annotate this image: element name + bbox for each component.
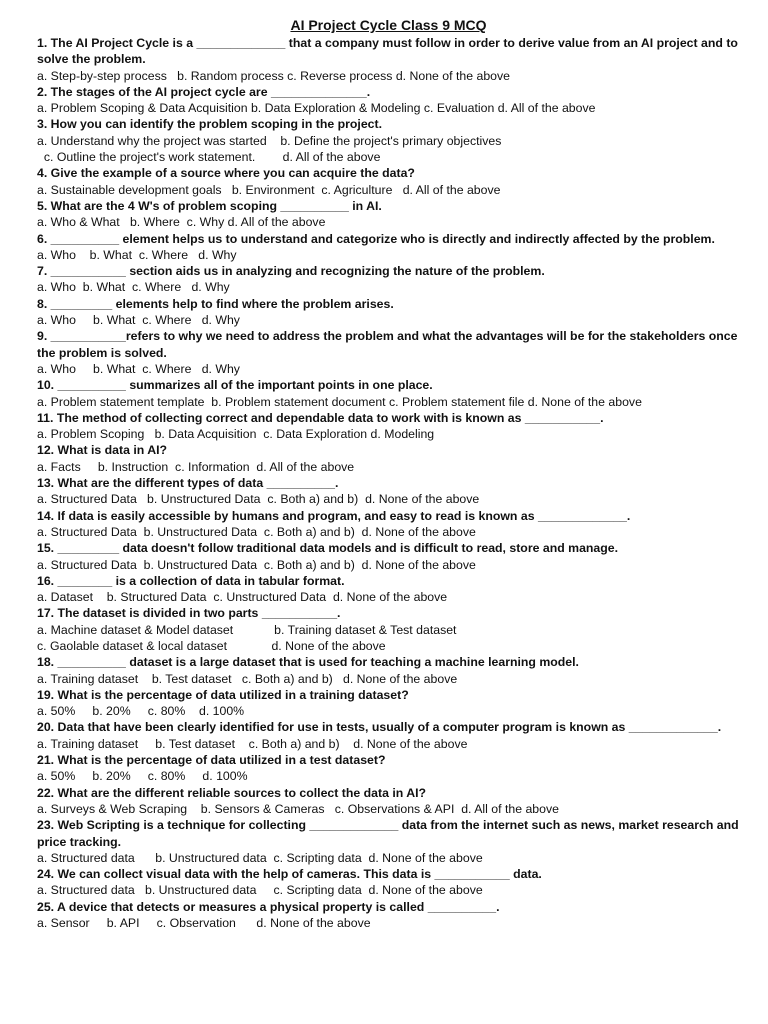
question-23-options: a. Structured data b. Unstructured data c. Scripting data d. None of the above bbox=[37, 850, 483, 865]
question-list bbox=[37, 35, 740, 931]
question-22-options: a. Surveys & Web Scraping b. Sensors & Cameras c. Observations & API d. All of the above bbox=[37, 801, 559, 816]
question-18: 18. __________ dataset is a large dataset that is used for teaching a machine learning model. bbox=[37, 655, 579, 670]
question-1: 1. The AI Project Cycle is a _____________ that a company must follow in order to derive value from an AI project and to solve the problem. bbox=[37, 36, 738, 67]
question-12-options: a. Facts b. Instruction c. Information d. All of the above bbox=[37, 459, 355, 474]
question-24: 24. We can collect visual data with the help of cameras. This data is ___________ data. bbox=[37, 867, 542, 882]
question-20-options: a. Training dataset b. Test dataset c. Both a) and b) d. None of the above bbox=[37, 736, 468, 751]
question-1-options: a. Step-by-step process b. Random process c. Reverse process d. None of the above bbox=[37, 68, 510, 83]
question-20: 20. Data that have been clearly identified for use in tests, usually of a computer program is known as _____________. bbox=[37, 720, 722, 735]
question-4: 4. Give the example of a source where you can acquire the data? bbox=[37, 166, 415, 181]
question-18-options: a. Training dataset b. Test dataset c. Both a) and b) d. None of the above bbox=[37, 671, 458, 686]
question-23: 23. Web Scripting is a technique for collecting _____________ data from the internet such as news, market research and price tracking. bbox=[37, 818, 739, 849]
question-17-options: c. Gaolable dataset & local dataset d. None of the above bbox=[37, 638, 386, 653]
question-16-options: a. Dataset b. Structured Data c. Unstructured Data d. None of the above bbox=[37, 590, 448, 605]
question-7: 7. ___________ section aids us in analyzing and recognizing the nature of the problem. bbox=[37, 264, 545, 279]
question-12: 12. What is data in AI? bbox=[37, 443, 168, 458]
question-11-options: a. Problem Scoping b. Data Acquisition c. Data Exploration d. Modeling bbox=[37, 427, 435, 442]
question-25: 25. A device that detects or measures a physical property is called __________. bbox=[37, 899, 500, 914]
question-21-options: a. 50% b. 20% c. 80% d. 100% bbox=[37, 769, 248, 784]
question-21: 21. What is the percentage of data utilized in a test dataset? bbox=[37, 753, 386, 768]
question-17-options: a. Machine dataset & Model dataset b. Training dataset & Test dataset bbox=[37, 622, 457, 637]
question-13: 13. What are the different types of data __________. bbox=[37, 476, 339, 491]
question-10: 10. __________ summarizes all of the important points in one place. bbox=[37, 378, 433, 393]
question-8-options: a. Who b. What c. Where d. Why bbox=[37, 313, 240, 328]
question-10-options: a. Problem statement template b. Problem statement document c. Problem statement file d. None of the above bbox=[37, 394, 642, 409]
question-6: 6. __________ element helps us to understand and categorize who is directly and indirectly affected by the problem. bbox=[37, 231, 715, 246]
question-5-options: a. Who & What b. Where c. Why d. All of the above bbox=[37, 215, 326, 230]
question-16: 16. ________ is a collection of data in tabular format. bbox=[37, 573, 345, 588]
question-5: 5. What are the 4 W's of problem scoping __________ in AI. bbox=[37, 198, 382, 213]
question-24-options: a. Structured data b. Unstructured data c. Scripting data d. None of the above bbox=[37, 883, 483, 898]
question-25-options: a. Sensor b. API c. Observation d. None of the above bbox=[37, 916, 371, 931]
question-3-options: a. Understand why the project was started b. Define the project's primary objectives bbox=[37, 133, 502, 148]
question-3-options: c. Outline the project's work statement. d. All of the above bbox=[37, 150, 381, 165]
question-15: 15. _________ data doesn't follow traditional data models and is difficult to read, store and manage. bbox=[37, 541, 619, 556]
question-9-options: a. Who b. What c. Where d. Why bbox=[37, 361, 240, 376]
question-13-options: a. Structured Data b. Unstructured Data c. Both a) and b) d. None of the above bbox=[37, 492, 480, 507]
question-6-options: a. Who b. What c. Where d. Why bbox=[37, 247, 237, 262]
question-15-options: a. Structured Data b. Unstructured Data c. Both a) and b) d. None of the above bbox=[37, 557, 476, 572]
question-19: 19. What is the percentage of data utilized in a training dataset? bbox=[37, 687, 409, 702]
question-4-options: a. Sustainable development goals b. Environment c. Agriculture d. All of the above bbox=[37, 182, 501, 197]
question-7-options: a. Who b. What c. Where d. Why bbox=[37, 280, 230, 295]
question-3: 3. How you can identify the problem scoping in the project. bbox=[37, 117, 383, 132]
question-22: 22. What are the different reliable sources to collect the data in AI? bbox=[37, 785, 427, 800]
question-11: 11. The method of collecting correct and dependable data to work with is known as ___________. bbox=[37, 410, 604, 425]
question-9: 9. ___________refers to why we need to address the problem and what the advantages will be for the stakeholders once the problem is solved. bbox=[37, 329, 738, 360]
question-19-options: a. 50% b. 20% c. 80% d. 100% bbox=[37, 704, 245, 719]
page-title: AI Project Cycle Class 9 MCQ bbox=[290, 17, 487, 33]
question-17: 17. The dataset is divided in two parts ___________. bbox=[37, 606, 341, 621]
question-14: 14. If data is easily accessible by humans and program, and easy to read is known as _____________. bbox=[37, 508, 631, 523]
question-14-options: a. Structured Data b. Unstructured Data c. Both a) and b) d. None of the above bbox=[37, 524, 476, 539]
question-8: 8. _________ elements help to find where the problem arises. bbox=[37, 296, 394, 311]
question-2-options: a. Problem Scoping & Data Acquisition b. Data Exploration & Modeling c. Evaluation d. All of the above bbox=[37, 101, 596, 116]
question-2: 2. The stages of the AI project cycle are ______________. bbox=[37, 84, 371, 99]
